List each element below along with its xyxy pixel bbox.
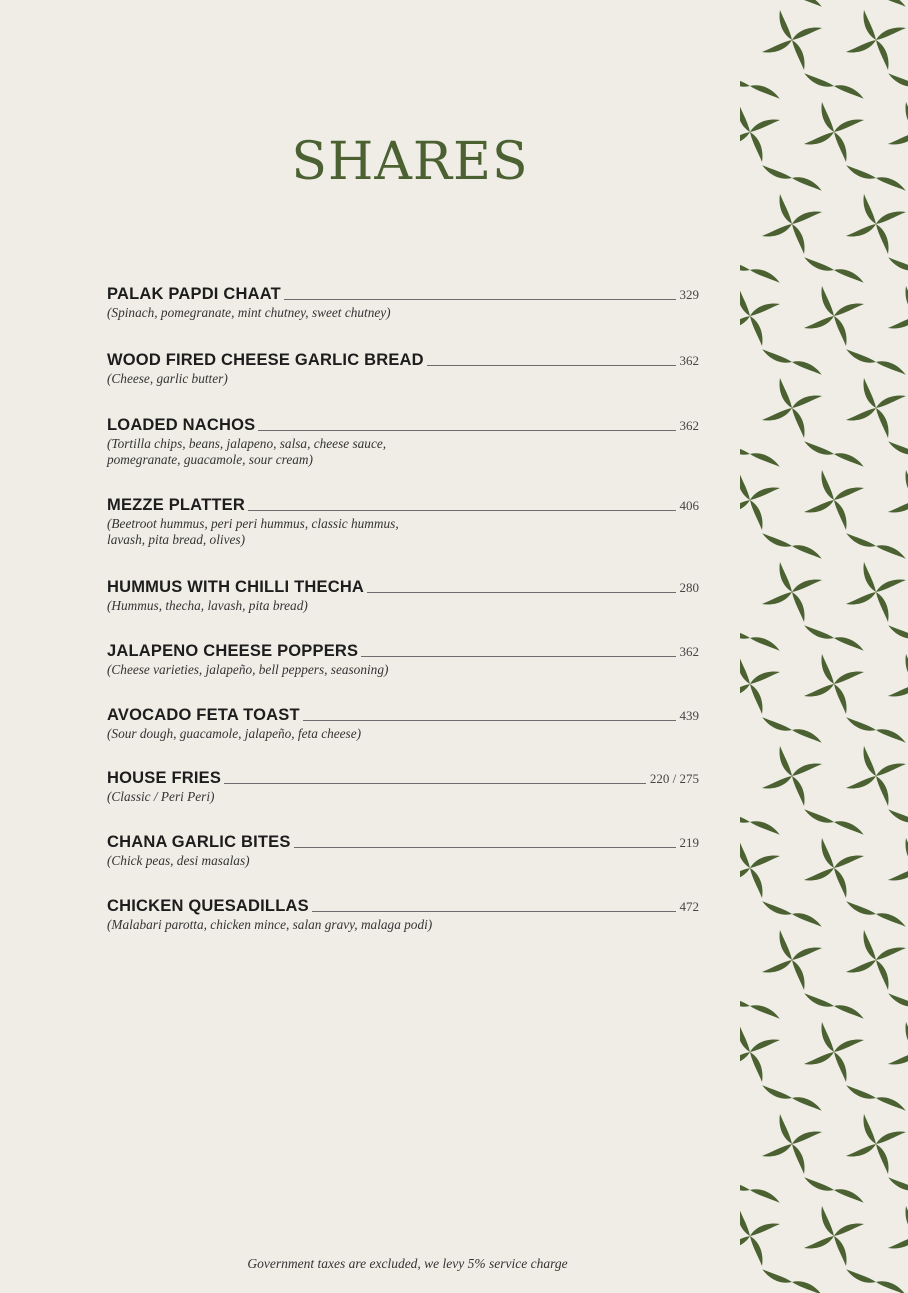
leaf-shape bbox=[876, 948, 906, 961]
leaf-shape bbox=[762, 893, 792, 923]
leaf-shape bbox=[792, 353, 822, 383]
leaf-shape bbox=[834, 672, 864, 685]
leaf-shape bbox=[876, 1132, 906, 1145]
leaf-shape bbox=[740, 316, 750, 329]
leaf-shape bbox=[822, 654, 835, 684]
leaf-shape bbox=[804, 500, 834, 513]
leaf-shape bbox=[834, 304, 864, 317]
leaf-shape bbox=[822, 1022, 835, 1052]
leaf-shape bbox=[780, 378, 793, 408]
leaf-shape bbox=[876, 212, 906, 225]
leaf-shape bbox=[792, 537, 822, 567]
leaf-shape bbox=[792, 1144, 805, 1174]
leaf-shape bbox=[888, 65, 908, 95]
leaf-shape bbox=[864, 194, 877, 224]
leaf-shape bbox=[750, 132, 763, 162]
menu-item bbox=[107, 639, 699, 678]
leaf-shape bbox=[804, 65, 834, 95]
menu-item-row bbox=[107, 703, 699, 725]
leaf-shape bbox=[750, 997, 780, 1027]
menu-item-description: (Malabari parotta, chicken mince, salan gravy, malaga podi) bbox=[107, 917, 433, 932]
leaf-shape bbox=[888, 249, 908, 279]
leaf-shape bbox=[846, 1077, 876, 1107]
menu-item-price: 362 bbox=[679, 353, 699, 368]
leaf-shape bbox=[846, 1261, 876, 1291]
leaf-shape bbox=[876, 1273, 906, 1293]
leaf-shape bbox=[740, 1169, 750, 1199]
leaf-shape bbox=[804, 249, 834, 279]
leaf-shape bbox=[876, 1144, 889, 1174]
leaf-shape bbox=[762, 525, 792, 555]
leaf-shape bbox=[792, 0, 822, 15]
leaf-shape bbox=[834, 488, 864, 501]
menu-item-price: 220 / 275 bbox=[649, 771, 699, 786]
leaf-shape bbox=[834, 316, 847, 346]
leaf-shape bbox=[792, 169, 822, 199]
leaf-shape bbox=[876, 396, 906, 409]
leaf-shape bbox=[792, 721, 822, 751]
leaf-shape bbox=[834, 813, 864, 843]
leaf-shape bbox=[740, 1052, 750, 1065]
page-title: SHARES bbox=[291, 132, 529, 192]
leaf-shape bbox=[740, 102, 750, 132]
leaf-shape bbox=[804, 684, 834, 697]
leaf-shape bbox=[792, 905, 822, 935]
leaf-shape bbox=[864, 1114, 877, 1144]
leaf-shape bbox=[864, 10, 877, 40]
leaf-shape bbox=[792, 224, 805, 254]
leaf-shape bbox=[822, 286, 835, 316]
leaf-shape bbox=[876, 580, 906, 593]
leaf-shape bbox=[888, 1169, 908, 1199]
menu-item-description: (Classic / Peri Peri) bbox=[107, 789, 215, 804]
leaf-shape bbox=[740, 617, 750, 647]
leaf-shape bbox=[740, 1206, 750, 1236]
leaf-shape bbox=[792, 408, 805, 438]
leaf-shape bbox=[804, 801, 834, 831]
leaf-shape bbox=[762, 0, 792, 3]
leaf-shape bbox=[792, 580, 822, 593]
leaf-shape bbox=[834, 445, 864, 475]
leaf-shape bbox=[834, 77, 864, 107]
leaf-shape bbox=[846, 0, 876, 3]
leaf-shape bbox=[780, 746, 793, 776]
leaf-shape bbox=[888, 684, 908, 697]
leaf-shape bbox=[888, 985, 908, 1015]
dotted-leader bbox=[224, 782, 646, 784]
leaf-shape bbox=[834, 1224, 864, 1237]
leaf-shape bbox=[750, 445, 780, 475]
leaf-shape bbox=[822, 470, 835, 500]
leaf-shape bbox=[864, 378, 877, 408]
menu-item-name: JALAPENO CHEESE POPPERS bbox=[107, 642, 359, 660]
menu-item-description: (Hummus, thecha, lavash, pita bread) bbox=[107, 598, 308, 613]
leaf-shape bbox=[750, 316, 763, 346]
leaf-shape bbox=[750, 304, 780, 317]
leaf-shape bbox=[750, 629, 780, 659]
menu-item-row bbox=[107, 766, 699, 788]
leaf-shape bbox=[750, 1052, 763, 1082]
service-charge-note: Government taxes are excluded, we levy 5% service charge bbox=[247, 1256, 568, 1271]
leaf-shape bbox=[740, 985, 750, 1015]
leaf-shape bbox=[762, 157, 792, 187]
leaf-shape bbox=[822, 102, 835, 132]
leaf-shape bbox=[780, 194, 793, 224]
menu-item-price: 280 bbox=[679, 580, 699, 595]
leaf-shape bbox=[834, 1040, 864, 1053]
menu-item-row bbox=[107, 575, 699, 597]
leaf-shape bbox=[876, 905, 906, 935]
leaf-shape bbox=[876, 537, 906, 567]
leaf-shape bbox=[846, 341, 876, 371]
leaf-shape bbox=[834, 684, 847, 714]
menu-item-price: 329 bbox=[679, 287, 699, 302]
leaf-shape bbox=[822, 1206, 835, 1236]
leaf-shape bbox=[740, 286, 750, 316]
leaf-shape bbox=[762, 40, 792, 53]
leaf-shape bbox=[846, 525, 876, 555]
leaf-shape bbox=[792, 40, 805, 70]
leaf-shape bbox=[888, 617, 908, 647]
leaf-shape bbox=[762, 1077, 792, 1107]
leaf-shape bbox=[834, 868, 847, 898]
dotted-leader bbox=[367, 591, 675, 593]
menu-item-name: LOADED NACHOS bbox=[107, 416, 256, 434]
leaf-shape bbox=[876, 169, 906, 199]
menu-item-description: (Cheese, garlic butter) bbox=[107, 371, 228, 386]
leaf-shape bbox=[888, 500, 908, 513]
menu-item-description: (Cheese varieties, jalapeño, bell peppers, seasoning) bbox=[107, 662, 389, 677]
leaf-shape bbox=[792, 948, 822, 961]
leaf-shape bbox=[846, 1144, 876, 1157]
menu-item-description: (Sour dough, guacamole, jalapeño, feta cheese) bbox=[107, 726, 362, 741]
menu-item-price: 472 bbox=[679, 899, 699, 914]
leaf-shape bbox=[888, 316, 908, 329]
leaf-shape bbox=[864, 930, 877, 960]
leaf-shape bbox=[888, 1052, 908, 1065]
leaf-shape bbox=[888, 433, 908, 463]
leaf-shape bbox=[876, 353, 906, 383]
leaf-shape bbox=[740, 433, 750, 463]
leaf-shape bbox=[846, 408, 876, 421]
leaf-shape bbox=[750, 672, 780, 685]
leaf-shape bbox=[876, 1089, 906, 1119]
leaf-shape bbox=[762, 960, 792, 973]
menu-item-name: HUMMUS WITH CHILLI THECHA bbox=[107, 578, 365, 596]
leaf-shape bbox=[740, 249, 750, 279]
dotted-leader bbox=[303, 719, 676, 721]
leaf-shape bbox=[864, 746, 877, 776]
menu-item-description: (Tortilla chips, beans, jalapeno, salsa, cheese sauce, pomegranate, guacamole, sour cream) bbox=[107, 436, 387, 467]
leaf-shape bbox=[846, 592, 876, 605]
leaf-shape bbox=[740, 1022, 750, 1052]
leaf-shape bbox=[888, 1236, 908, 1249]
leaf-shape bbox=[846, 224, 876, 237]
menu-item-row bbox=[107, 493, 699, 515]
menu-item-row bbox=[107, 894, 699, 916]
leaf-shape bbox=[834, 500, 847, 530]
menu-item bbox=[107, 282, 699, 321]
leaf-shape bbox=[792, 776, 805, 806]
menu-item bbox=[107, 575, 699, 614]
menu-item-price: 439 bbox=[679, 708, 699, 723]
leaf-shape bbox=[750, 1236, 763, 1266]
menu-item bbox=[107, 493, 699, 548]
leaf-shape bbox=[834, 997, 864, 1027]
leaf-shape bbox=[740, 801, 750, 831]
menu-item-row bbox=[107, 830, 699, 852]
leaf-shape bbox=[792, 1089, 822, 1119]
menu-item-description: (Spinach, pomegranate, mint chutney, sweet chutney) bbox=[107, 305, 391, 320]
leaf-shape bbox=[750, 1224, 780, 1237]
leaf-shape bbox=[750, 856, 780, 869]
leaf-shape bbox=[750, 1181, 780, 1211]
leaf-shape bbox=[750, 77, 780, 107]
leaf-shape bbox=[804, 433, 834, 463]
leaf-shape bbox=[834, 1052, 847, 1082]
menu-item bbox=[107, 413, 699, 468]
leaf-shape bbox=[750, 813, 780, 843]
dotted-leader bbox=[258, 429, 675, 431]
leaf-shape bbox=[762, 1261, 792, 1291]
leaf-shape bbox=[792, 396, 822, 409]
leaf-shape bbox=[804, 868, 834, 881]
leaf-shape bbox=[750, 261, 780, 291]
leaf-shape bbox=[822, 838, 835, 868]
leaf-shape bbox=[834, 856, 864, 869]
menu-item bbox=[107, 703, 699, 742]
leaf-shape bbox=[876, 721, 906, 751]
leaf-shape bbox=[804, 316, 834, 329]
leaf-shape bbox=[740, 1236, 750, 1249]
leaf-shape bbox=[834, 629, 864, 659]
dotted-leader bbox=[427, 364, 676, 366]
leaf-shape bbox=[834, 1236, 847, 1266]
leaf-shape bbox=[846, 893, 876, 923]
menu-item-price: 406 bbox=[679, 498, 699, 513]
leaf-shape bbox=[846, 960, 876, 973]
leaf-shape bbox=[876, 0, 906, 15]
leaf-shape bbox=[762, 776, 792, 789]
leaf-shape bbox=[846, 776, 876, 789]
leaf-shape bbox=[792, 1132, 822, 1145]
leaf-shape bbox=[876, 776, 889, 806]
leaf-shape bbox=[780, 562, 793, 592]
leaf-shape bbox=[834, 132, 847, 162]
leaf-shape bbox=[846, 157, 876, 187]
leaf-shape bbox=[834, 261, 864, 291]
leaf-shape bbox=[750, 120, 780, 133]
leaf-shape bbox=[740, 500, 750, 513]
leaf-shape bbox=[804, 132, 834, 145]
leaf-shape bbox=[762, 408, 792, 421]
leaf-shape bbox=[762, 1144, 792, 1157]
menu-item-description: (Chick peas, desi masalas) bbox=[107, 853, 250, 868]
leaf-shape bbox=[750, 488, 780, 501]
leaf-shape bbox=[888, 868, 908, 881]
leaf-shape bbox=[740, 838, 750, 868]
leaf-shape bbox=[750, 1040, 780, 1053]
leaf-shape bbox=[780, 1114, 793, 1144]
menu-item bbox=[107, 766, 699, 805]
leaf-shape bbox=[876, 40, 889, 70]
leaf-shape bbox=[876, 28, 906, 41]
menu-item-row bbox=[107, 282, 699, 304]
menu-item bbox=[107, 830, 699, 869]
leaf-shape bbox=[792, 212, 822, 225]
leaf-shape bbox=[792, 1273, 822, 1293]
leaf-shape bbox=[876, 764, 906, 777]
leaf-shape bbox=[750, 500, 763, 530]
leaf-shape bbox=[740, 65, 750, 95]
menu-item-name: AVOCADO FETA TOAST bbox=[107, 706, 300, 724]
menu-item-description: (Beetroot hummus, peri peri hummus, classic hummus, lavash, pita bread, olives) bbox=[107, 516, 399, 547]
menu-item-row bbox=[107, 639, 699, 661]
leaf-shape bbox=[804, 1052, 834, 1065]
menu-item-name: HOUSE FRIES bbox=[107, 769, 222, 787]
dotted-leader bbox=[361, 655, 675, 657]
leaf-shape bbox=[780, 10, 793, 40]
leaf-shape bbox=[750, 868, 763, 898]
menu-item-name: CHICKEN QUESADILLAS bbox=[107, 897, 309, 915]
leaf-shape bbox=[792, 960, 805, 990]
menu-item-name: MEZZE PLATTER bbox=[107, 496, 245, 514]
leaf-shape bbox=[792, 764, 822, 777]
leaf-shape bbox=[750, 684, 763, 714]
leaf-shape bbox=[740, 654, 750, 684]
dotted-leader bbox=[284, 298, 676, 300]
leaf-shape bbox=[846, 40, 876, 53]
leaf-shape bbox=[834, 120, 864, 133]
menu-item-price: 219 bbox=[679, 835, 699, 850]
menu-item-name: WOOD FIRED CHEESE GARLIC BREAD bbox=[107, 351, 424, 369]
leaf-shape bbox=[740, 470, 750, 500]
leaf-shape bbox=[834, 1181, 864, 1211]
olive-leaf-pattern bbox=[740, 0, 908, 1293]
leaf-shape bbox=[888, 801, 908, 831]
menu-item-name: PALAK PAPDI CHAAT bbox=[107, 285, 281, 303]
leaf-shape bbox=[762, 224, 792, 237]
leaf-shape bbox=[804, 1236, 834, 1249]
leaf-shape bbox=[888, 132, 908, 145]
leaf-shape bbox=[740, 132, 750, 145]
menu-item-row bbox=[107, 348, 699, 370]
leaf-shape bbox=[780, 930, 793, 960]
leaf-shape bbox=[762, 341, 792, 371]
leaf-shape bbox=[804, 985, 834, 1015]
menu-item-row bbox=[107, 413, 699, 435]
dotted-leader bbox=[248, 509, 676, 511]
menu-item-name: CHANA GARLIC BITES bbox=[107, 833, 291, 851]
menu-item bbox=[107, 894, 699, 933]
leaf-shape bbox=[792, 592, 805, 622]
leaf-shape bbox=[876, 224, 889, 254]
menu-item-price: 362 bbox=[679, 418, 699, 433]
menu-item bbox=[107, 348, 699, 387]
leaf-shape bbox=[804, 1169, 834, 1199]
menu-item-price: 362 bbox=[679, 644, 699, 659]
leaf-shape bbox=[864, 562, 877, 592]
leaf-shape bbox=[740, 684, 750, 697]
dotted-leader bbox=[294, 846, 676, 848]
dotted-leader bbox=[312, 910, 676, 912]
leaf-shape bbox=[876, 592, 889, 622]
leaf-shape bbox=[792, 28, 822, 41]
leaf-shape bbox=[762, 709, 792, 739]
leaf-shape bbox=[804, 617, 834, 647]
leaf-shape bbox=[846, 709, 876, 739]
leaf-shape bbox=[762, 592, 792, 605]
leaf-shape bbox=[876, 408, 889, 438]
leaf-shape bbox=[740, 868, 750, 881]
leaf-shape bbox=[876, 960, 889, 990]
